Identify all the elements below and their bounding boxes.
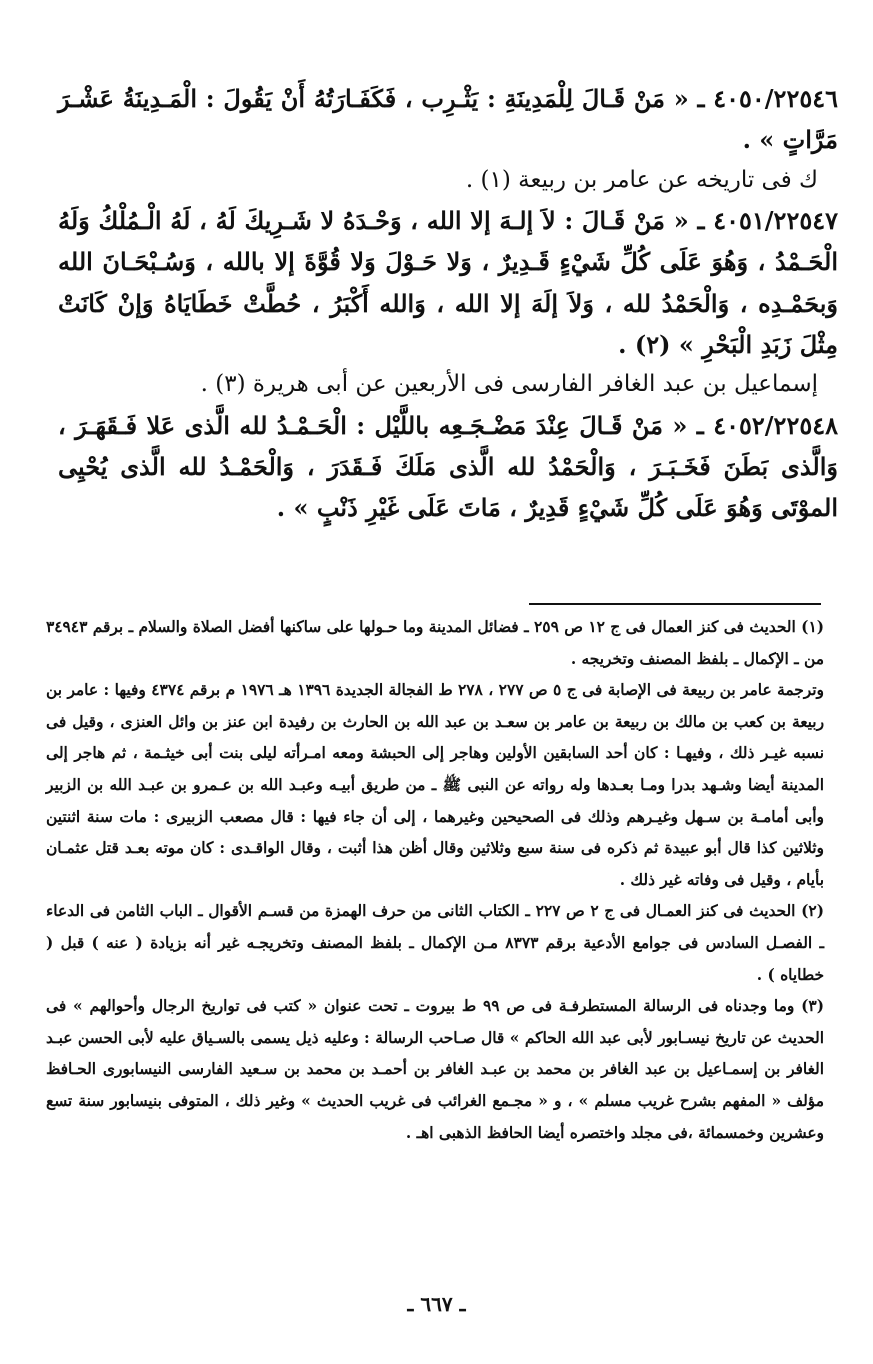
source-4050: ك فى تاريخه عن عامر بن ربيعة (١) . bbox=[465, 166, 818, 193]
footnote-1-continued: وترجمة عامر بن ربيعة فى الإصابة فى ج ٥ ص ٢٧٧ ، ٢٧٨ ط الفجالة الجديدة ١٣٩٦ هـ ١٩٧٦ م برقم ٤٣٧٤ وفيها : عامر بن ربيعة بن كعب بن مالك بن ربيعة بن عامر بن سعـد بن عبد الله بن الحارث بن رفيدة ابن عنز بن وائل العنزى ، وقيل فى نسبه غيـر ذلك ، وفيهـا : كان أحد السابقين الأولين وهاجر إلى الحبشة ومعه امـرأته ليلى بنت أبى خيثـمة ، ثم هاجر إلى المدينة أيضا وشـهد بدرا ومـا بعـدها وله رواته عن النبى ﷺ ـ من طريق أبيـه وعبـد الله بن عـمرو بن عبـد الله بن الزبير وأبى أمامـة بن سـهل وغيـرهم وذلك فى الصحيحين وغيرهما ، إلى أن جاء فيها : قال مصعب الزبيرى : مات سنة اثنتين وثلاثين كذا قال أبو عبيدة ثم ذكره فى سنة سبع وثلاثين وقال أظن هذا أثبت ، وقال الواقـدى : كان موته بعـد قتل عثمـان بأيام ، وقيل فى وفاته غير ذلك . bbox=[46, 681, 824, 889]
hadith-4050: ٤٠٥٠/٢٢٥٤٦ ـ « مَنْ قَـالَ لِلْمَدِينَةِ : يَثْـرِب ، فَكَفَـارَتُهُ أَنْ يَقُولَ : الْمَـدِينَةُ عَشْـرَ مَرَّاتٍ » . bbox=[58, 84, 838, 155]
page-number: ـ ٦٦٧ ـ bbox=[407, 1292, 466, 1316]
main-text bbox=[58, 78, 838, 528]
footnote-separator bbox=[529, 603, 821, 605]
footnotes bbox=[46, 612, 824, 1149]
hadith-4051: ٤٠٥١/٢٢٥٤٧ ـ « مَنْ قَـالَ : لاَ إلـهَ إلا الله ، وَحْـدَهُ لا شَـرِيكَ لَهُ ، لَهُ الْـمُلْكُ وَلَهُ الْحَـمْدُ ، وَهُوَ عَلَى كُلِّ شَيْءٍ قَـدِيرٌ ، وَلا حَـوْلَ وَلا قُوَّةَ إلا بالله ، وَسُـبْحَـانَ الله وَبحَمْـدِه ، وَالْحَمْدُ لله ، وَلاَ إلَهَ إلا الله ، وَالله أَكْبَرُ ، حُطَّتْ خَطَايَاهُ وَإنْ كَانَتْ مِثْلَ زَبَدِ الْبَحْرِ » (٢) . bbox=[58, 206, 838, 359]
footnote-1: (١) الحديث فى كنز العمال فى ج ١٢ ص ٢٥٩ ـ فضائل المدينة وما حـولها على ساكنها أفضل الصلاة والسلام ـ برقم ٣٤٩٤٣ من ـ الإكمال ـ بلفظ المصنف وتخريجه . bbox=[46, 618, 825, 668]
source-4051: إسماعيل بن عبد الغافر الفارسى فى الأربعين عن أبى هريرة (٣) . bbox=[200, 371, 818, 398]
footnote-2: (٢) الحديث فى كنز العمـال فى ج ٢ ص ٢٢٧ ـ الكتاب الثانى من حرف الهمزة من قسـم الأقوال ـ الباب الثامن فى الدعاء ـ الفصـل السادس فى جوامع الأدعية برقم ٨٣٧٣ مـن الإكمال ـ بلفظ المصنف وتخريجـه غير أنه بزيادة ( عنه ) قبل ( خطاياه ) . bbox=[46, 902, 824, 984]
hadith-4052: ٤٠٥٢/٢٢٥٤٨ ـ « مَنْ قَـالَ عِنْدَ مَضْـجَـعِه باللَّيْل : الْحَـمْـدُ لله الَّذى عَلا فَـقَهَـرَ ، وَالَّذى بَطَنَ فَخَـبَـرَ ، وَالْحَمْدُ لله الَّذى مَلَكَ فَـقَدَرَ ، وَالْحَمْـدُ لله الَّذى يُحْيِى الموْتَى وَهُوَ عَلَى كُلِّ شَيْءٍ قَدِيرٌ ، مَاتَ عَلَى غَيْرِ ذَنْبٍ » . bbox=[58, 410, 838, 523]
footnote-3: (٣) وما وجدناه فى الرسالة المستطرفـة فى ص ٩٩ ط بيروت ـ تحت عنوان « كتب فى تواريخ الرجال وأحوالهم » فى الحديث عن تاريخ نيسـابور لأبى عبد الله الحاكم » قال صـاحب الرسالة : وعليه ذيل يسمى بالسـياق عليه لأبى الحسن عبـد الغافر بن إسمـاعيل بن عبد الغافر بن محمد بن عبـد الغافر بن أحمـد بن محمد بن سـعيد الفارسى النيسابورى الحـافظ مؤلف « المفهم بشرح غريب مسلم » ، و « مجـمع الغرائب فى غريب الحديث » وغير ذلك ، المتوفى بنيسابور سنة تسع وعشرين وخمسمائة ،فى مجلد واختصره أيضا الحافظ الذهبى اهـ . bbox=[46, 997, 824, 1142]
